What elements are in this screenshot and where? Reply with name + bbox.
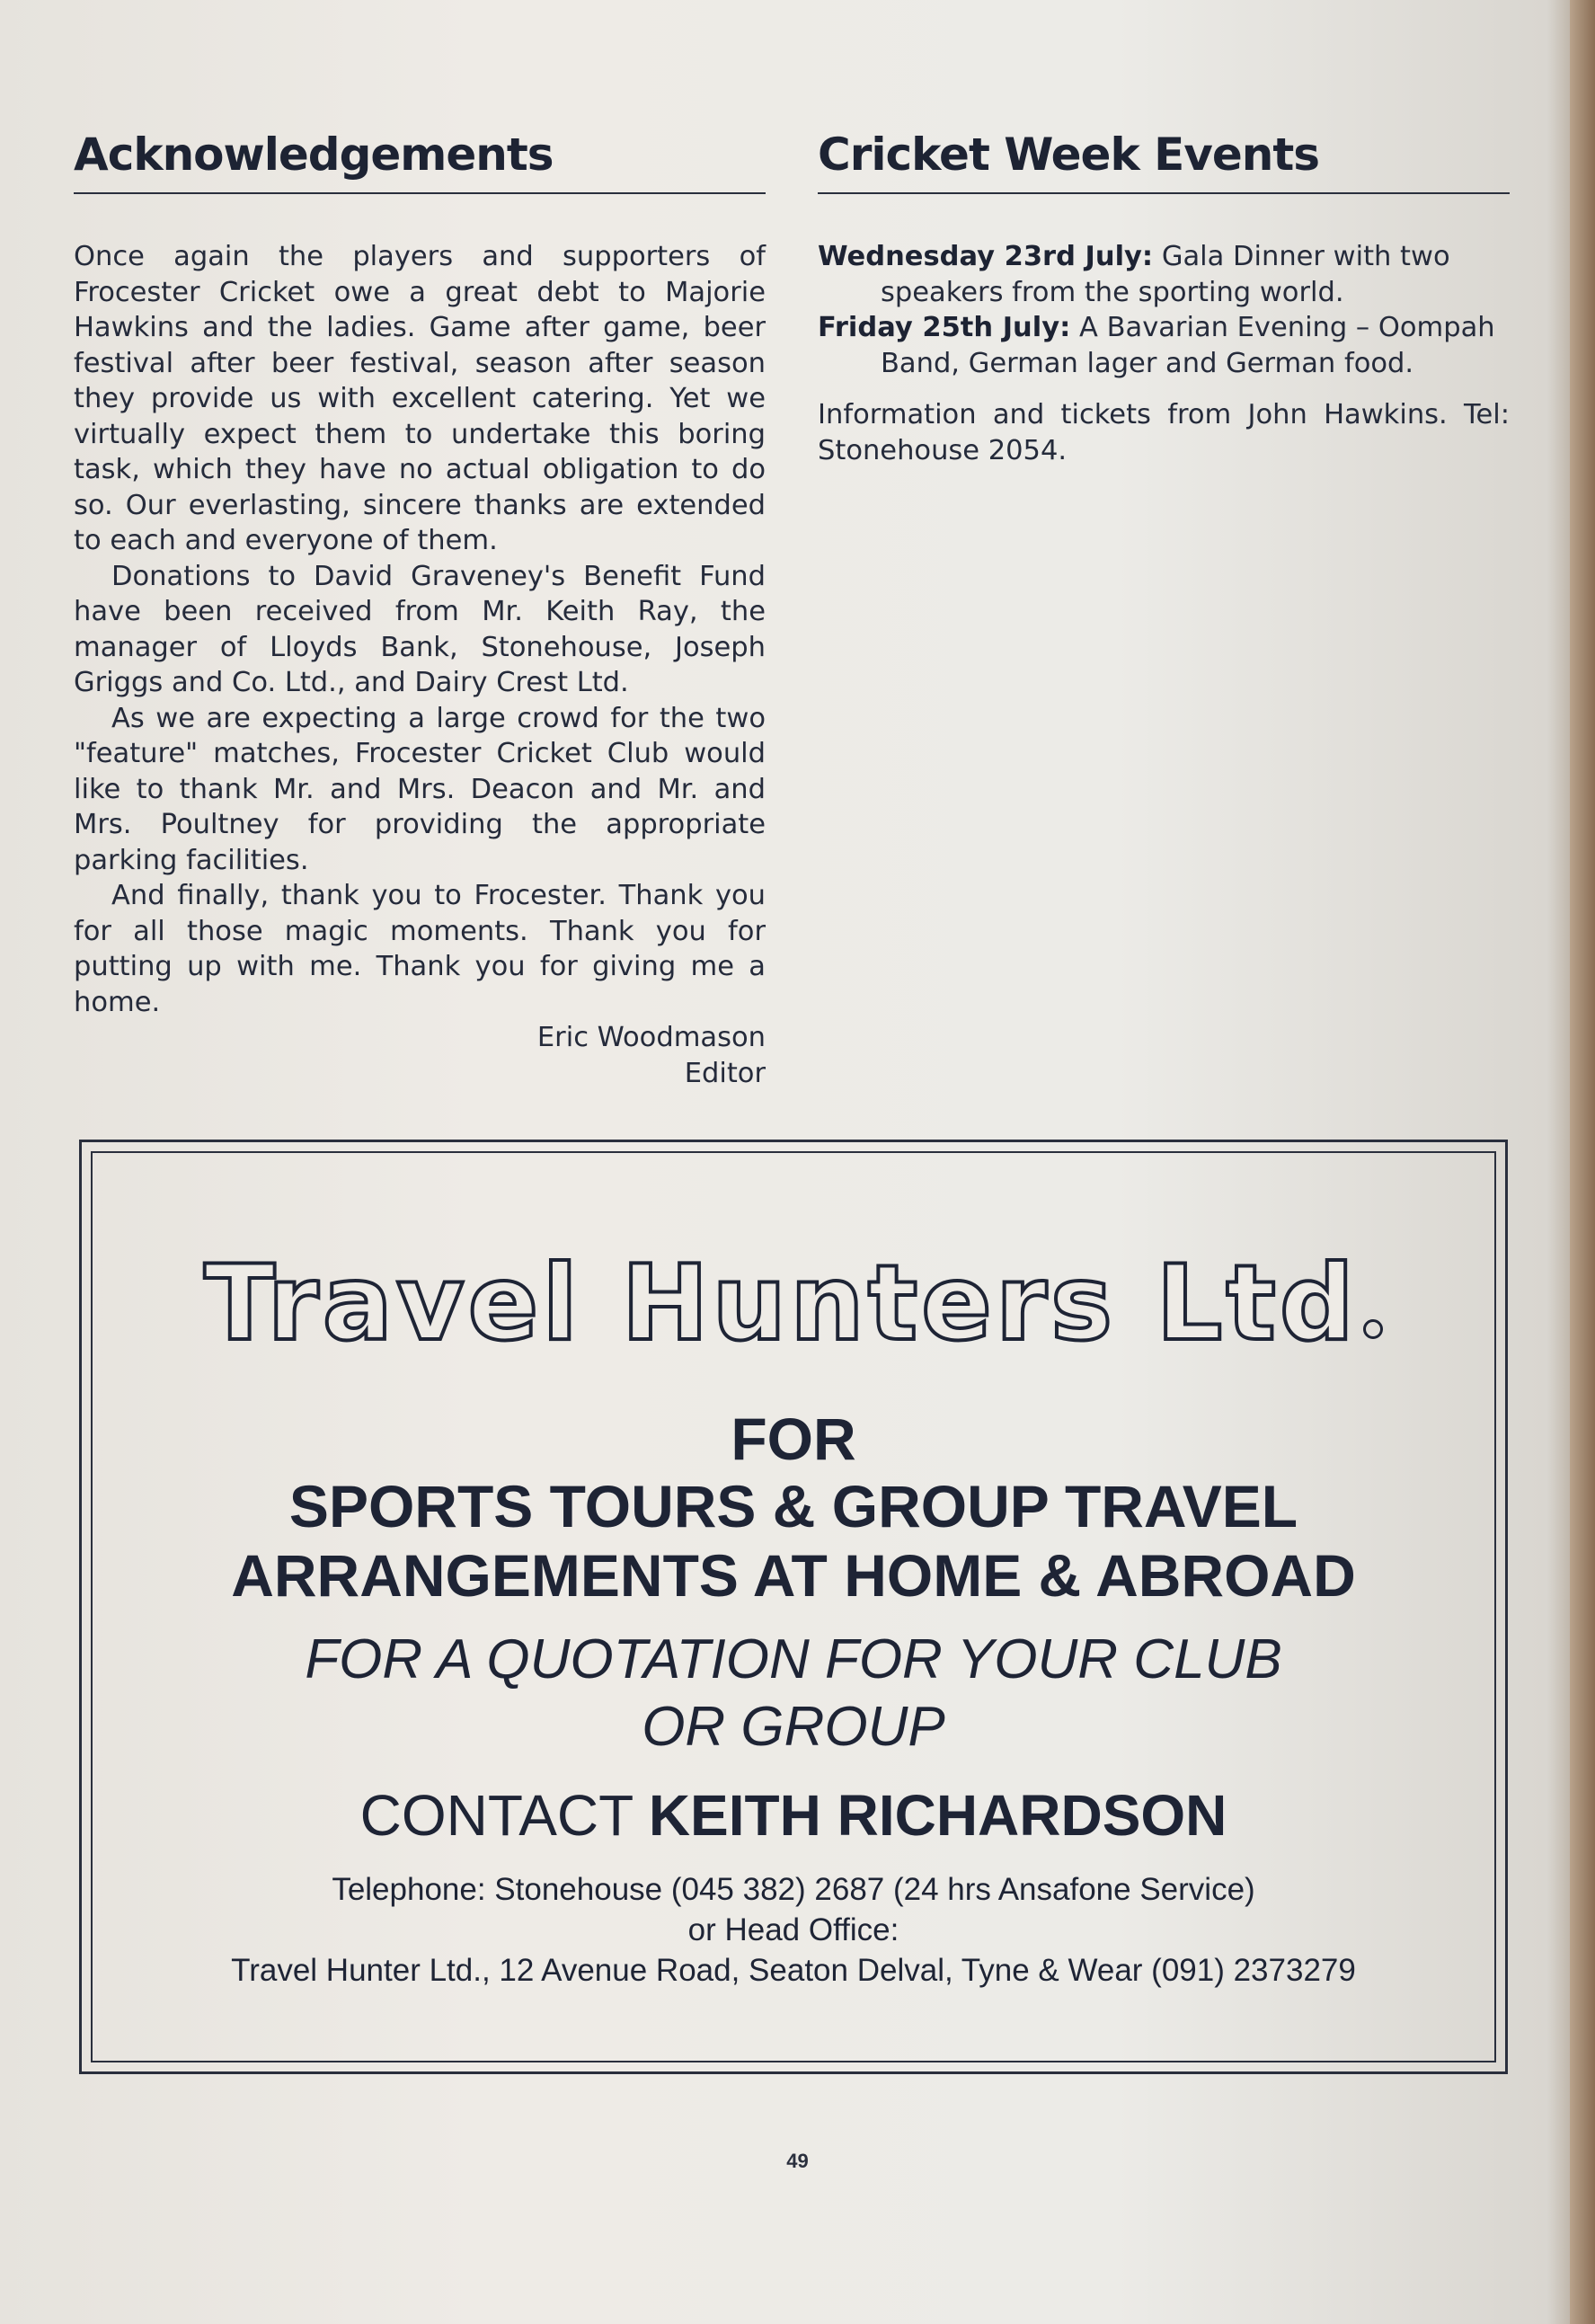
event-text: A Bavarian Evening – Oompah bbox=[1079, 312, 1495, 343]
contact-name: KEITH RICHARDSON bbox=[648, 1783, 1227, 1848]
page-spine-edge bbox=[1570, 0, 1595, 2324]
contact-prefix: CONTACT bbox=[359, 1783, 634, 1848]
acknowledgements-section bbox=[74, 126, 766, 1091]
signature-title: Editor bbox=[684, 1057, 766, 1089]
event-item bbox=[818, 239, 1510, 310]
advert-quote-1: FOR A QUOTATION FOR YOUR CLUB bbox=[305, 1628, 1282, 1690]
advert-or-head-office: or Head Office: bbox=[687, 1912, 899, 1947]
advert-logo-text: Travel Hunters Ltd bbox=[204, 1243, 1358, 1364]
ack-paragraph: As we are expecting a large crowd for the two "feature" matches, Frocester Cricket Club would like to thank Mr. and Mrs. Deacon and Mr. and Mrs. Poultney for providing the appropriate parking facilities. bbox=[74, 702, 766, 876]
ack-paragraph: And finally, thank you to Frocester. Thank you for all those magic moments. Thank you for putting up with me. Thank you for giving me a home. bbox=[74, 880, 766, 1018]
cricket-week-heading: Cricket Week Events bbox=[818, 129, 1320, 181]
page-number: 49 bbox=[786, 2150, 809, 2172]
travel-hunters-advert bbox=[79, 1140, 1508, 2074]
advert-headline-1: SPORTS TOURS & GROUP TRAVEL bbox=[288, 1473, 1298, 1539]
event-item bbox=[818, 310, 1510, 381]
acknowledgements-heading: Acknowledgements bbox=[74, 129, 554, 181]
events-info: Information and tickets from John Hawkins. Tel: Stonehouse 2054. bbox=[818, 399, 1510, 466]
acknowledgements-body bbox=[74, 239, 766, 1091]
event-date: Friday 25th July: bbox=[818, 312, 1071, 343]
event-text: Gala Dinner with two bbox=[1161, 241, 1450, 272]
advert-inner-border bbox=[91, 1151, 1496, 2062]
heading-rule bbox=[74, 192, 766, 194]
advert-contact bbox=[93, 1782, 1494, 1849]
advert-for: FOR bbox=[731, 1406, 856, 1472]
event-date: Wednesday 23rd July: bbox=[818, 241, 1154, 272]
advert-quote-2: OR GROUP bbox=[642, 1696, 945, 1758]
advert-headline-2: ARRANGEMENTS AT HOME & ABROAD bbox=[231, 1542, 1356, 1609]
logo-dot-icon bbox=[1363, 1319, 1383, 1339]
signature-name: Eric Woodmason bbox=[536, 1022, 766, 1053]
heading-rule bbox=[818, 192, 1510, 194]
ack-paragraph: Donations to David Graveney's Benefit Fund have been received from Mr. Keith Ray, the manager of Lloyds Bank, Stonehouse, Joseph Griggs and Co. Ltd., and Dairy Crest Ltd. bbox=[74, 560, 766, 698]
events-list bbox=[818, 239, 1510, 381]
cricket-week-section bbox=[818, 126, 1510, 468]
advert-address: Travel Hunter Ltd., 12 Avenue Road, Seaton Delval, Tyne & Wear (091) 2373279 bbox=[231, 1953, 1356, 1988]
advert-telephone: Telephone: Stonehouse (045 382) 2687 (24 hrs Ansafone Service) bbox=[332, 1872, 1255, 1907]
ack-paragraph: Once again the players and supporters of Frocester Cricket owe a great debt to Majorie Hawkins and the ladies. Game after game, beer festival after beer festival, season after season they provide us with excellent catering. Yet we virtually expect them to undertake this boring task, which they have no actual obligation to do so. Our everlasting, sincere thanks are extended to each and everyone of them. bbox=[74, 241, 766, 556]
event-text-continued: Band, German lager and German food. bbox=[881, 347, 1414, 379]
advert-logo bbox=[93, 1243, 1494, 1364]
event-text-continued: speakers from the sporting world. bbox=[881, 276, 1344, 308]
